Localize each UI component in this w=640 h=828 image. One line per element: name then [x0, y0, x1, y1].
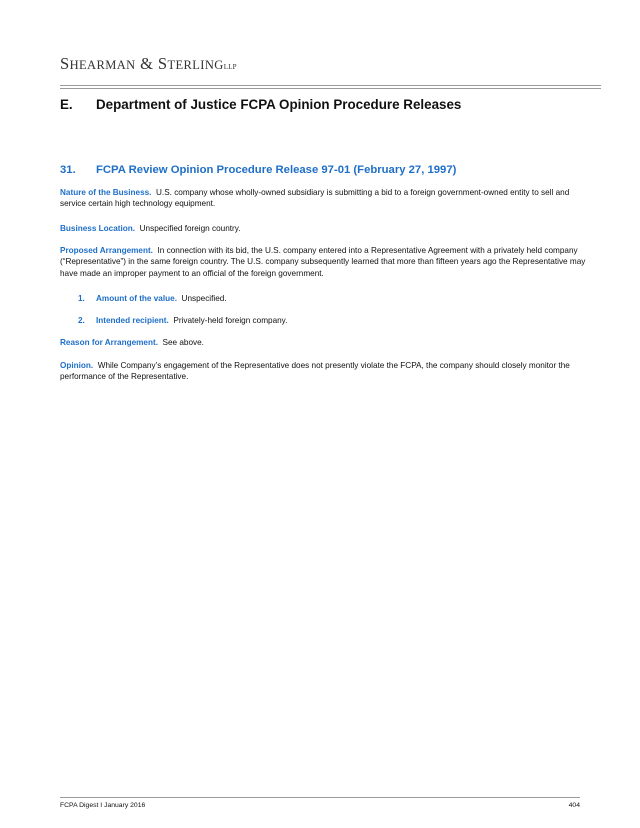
reason-text: See above. — [162, 338, 204, 347]
list-item-text: Privately-held foreign company. — [173, 316, 288, 325]
list-item-label: Intended recipient. — [96, 316, 169, 325]
section-letter: E. — [60, 97, 73, 112]
list-item-label: Amount of the value. — [96, 294, 177, 303]
nature-label: Nature of the Business. — [60, 188, 152, 197]
nature-paragraph — [60, 187, 590, 210]
list-item-number: 2. — [78, 316, 85, 325]
release-heading — [60, 164, 601, 176]
opinion-label: Opinion. — [60, 361, 94, 370]
reason-paragraph — [60, 337, 590, 348]
location-paragraph — [60, 223, 590, 234]
logo-sterling: TERLING — [167, 58, 224, 72]
opinion-text: While Company’s engagement of the Representative does not presently violate the FCPA, the company should closely monitor the performance of the Representative. — [60, 361, 570, 382]
section-title: Department of Justice FCPA Opinion Procedure Releases — [96, 97, 462, 112]
location-label: Business Location. — [60, 224, 136, 233]
list-item-number: 1. — [78, 294, 85, 303]
nature-text: U.S. company whose wholly-owned subsidiary is submitting a bid to a foreign government-owned entity to sell and service certain high technology equipment. — [60, 188, 570, 209]
list-item — [78, 293, 588, 304]
reason-label: Reason for Arrangement. — [60, 338, 158, 347]
list-item-text: Unspecified. — [181, 294, 227, 303]
opinion-paragraph — [60, 360, 590, 383]
logo-initial-s1: S — [60, 54, 70, 73]
page-number: 404 — [568, 802, 580, 809]
logo-llp: LLP — [223, 63, 237, 71]
footer-divider — [60, 797, 580, 798]
logo-ampersand: & — [140, 54, 154, 73]
arrangement-paragraph — [60, 245, 590, 279]
arrangement-text: In connection with its bid, the U.S. company entered into a Representative Agreement with a privately held company (“Representative”) in the same foreign country. The U.S. company subsequently learned that more than fifteen years ago the Representative may have made an improper payment to an official of the foreign government. — [60, 246, 586, 278]
section-heading — [60, 97, 601, 112]
logo-initial-s2: S — [157, 54, 168, 73]
release-number: 31. — [60, 164, 76, 176]
list-item — [78, 315, 588, 326]
arrangement-label: Proposed Arrangement. — [60, 246, 153, 255]
release-title: FCPA Review Opinion Procedure Release 97-01 (February 27, 1997) — [96, 164, 457, 176]
footer-publication: FCPA Digest I January 2016 — [60, 802, 146, 809]
firm-logo — [60, 54, 237, 74]
logo-shearman: HEARMAN — [69, 58, 136, 72]
header-divider — [60, 85, 601, 89]
location-text: Unspecified foreign country. — [139, 224, 241, 233]
